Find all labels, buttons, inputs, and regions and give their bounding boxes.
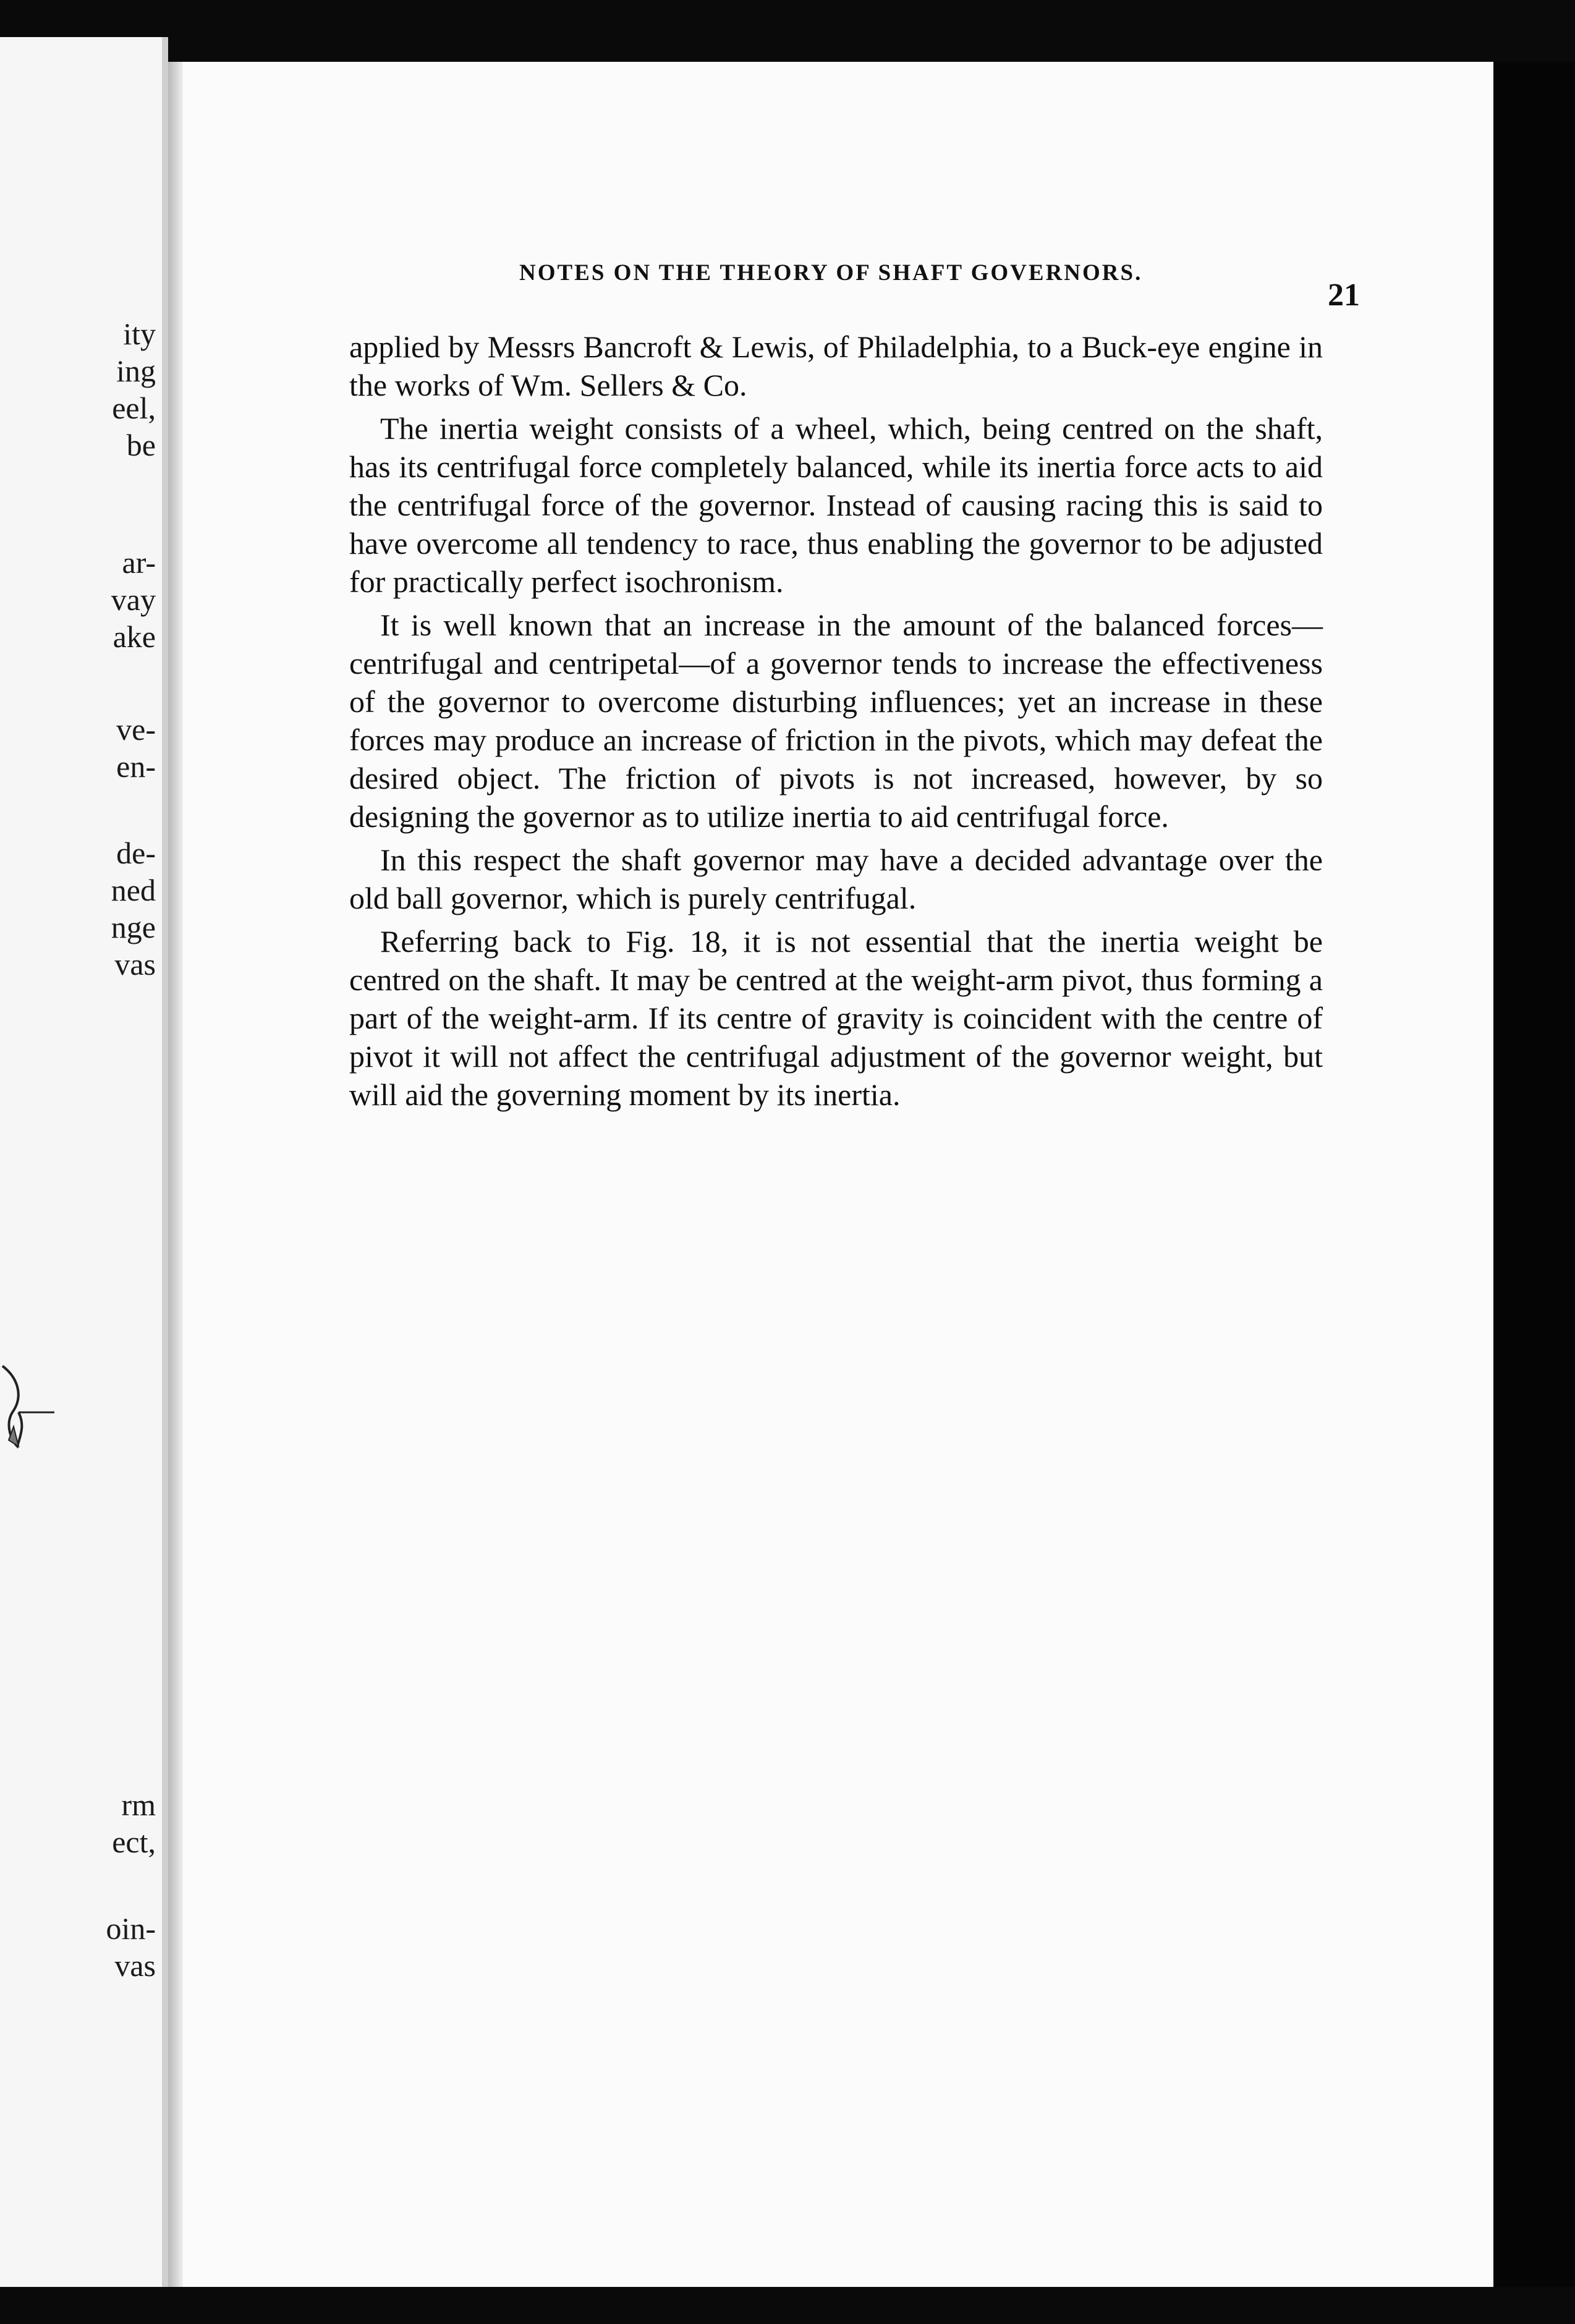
facing-page-fragment-5: rm ect,: [112, 1788, 156, 1859]
paragraph-4: In this respect the shaft governor may have a decided advantage over the old ball governor, which is purely centrifugal.: [349, 842, 1323, 915]
facing-page-fragment-1: ity ing eel, be: [112, 316, 156, 462]
facing-page-edge: [0, 37, 168, 2287]
page-number: 21: [1328, 278, 1360, 313]
facing-page-fragment-4: de- ned nge vas: [111, 836, 156, 982]
figure-fragment-icon: [0, 1354, 56, 1459]
paragraph-1: applied by Messrs Bancroft & Lewis, of Philadelphia, to a Buck-eye engine in the works of Wm. Sellers & Co.: [349, 329, 1323, 402]
paragraph-5: Referring back to Fig. 18, it is not essential that the inertia weight be centred on the shaft. It may be centred at the weight-arm pivot, thus forming a part of the weight-arm. If its centre of gravity is coincident with the centre of pivot it will not affect the centrifugal adjustment of the governor weight, but will aid the governing moment by its inertia.: [349, 924, 1323, 1112]
paragraph-3: It is well known that an increase in the amount of the balanced forces—centrifugal and centripetal—of a governor tends to increase the effectiveness of the governor to overcome disturbing influences; yet an increase in these forces may produce an increase of friction in the pivots, which may defeat the desired object. The friction of pivots is not increased, however, by so designing the governor as to utilize inertia to aid centrifugal force.: [349, 608, 1323, 834]
facing-page-fragment-2: ar- vay ake: [111, 545, 156, 654]
facing-page-fragment-6: oin- vas: [106, 1911, 156, 1983]
running-head: NOTES ON THE THEORY OF SHAFT GOVERNORS.: [519, 260, 1143, 286]
scan-background-edge: [1493, 62, 1575, 2287]
paragraph-2: The inertia weight consists of a wheel, which, being centred on the shaft, has its centrifugal force completely balanced, while its inertia force acts to aid the centrifugal force of the governor. Instead of causing racing this is said to have overcome all tendency to race, thus enabling the governor to be adjusted for practically perfect isochronism.: [349, 411, 1323, 599]
body-text: [349, 328, 1323, 1119]
facing-page-fragment-3: ve- en-: [116, 712, 156, 784]
page-gutter-shadow: [168, 62, 183, 2287]
